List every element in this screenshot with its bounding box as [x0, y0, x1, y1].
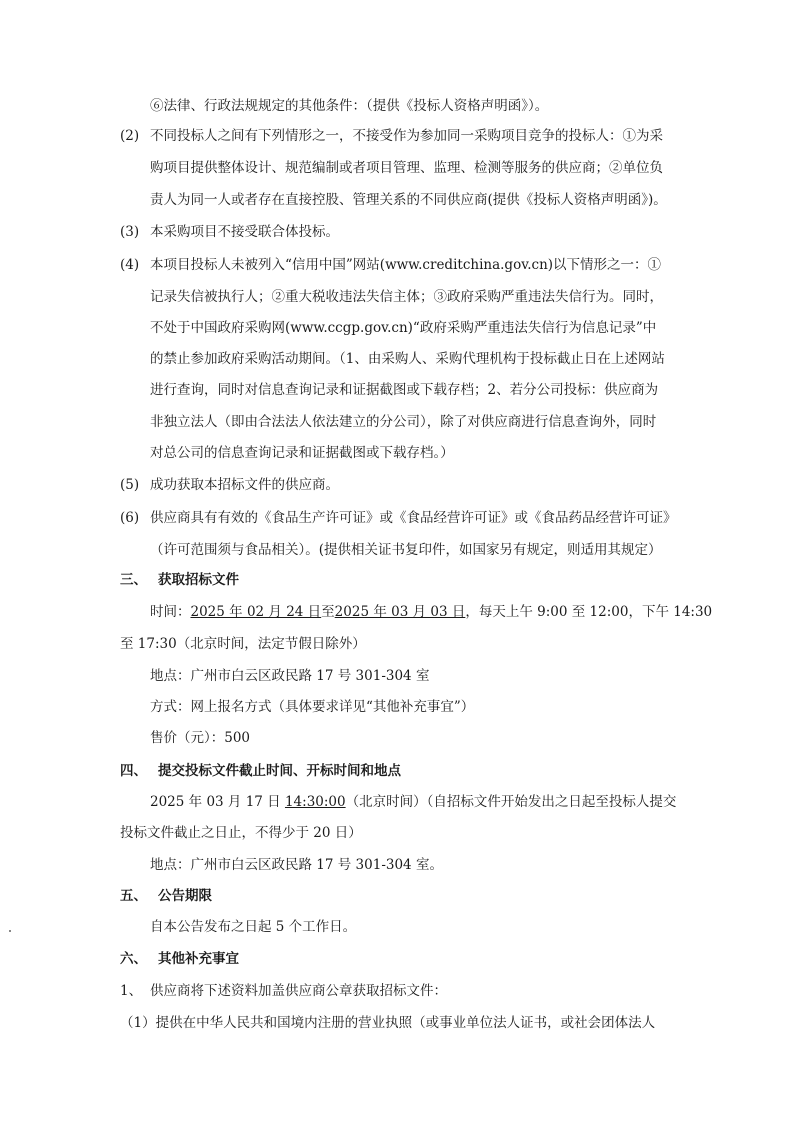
deadline-date: 2025 年 03 月 17 日 — [150, 794, 285, 810]
section-6-number: 六、 — [120, 951, 147, 967]
item-number: (5) — [120, 477, 140, 493]
item-5-line-1: 成功获取本招标文件的供应商。 — [150, 477, 339, 493]
item-number: (6) — [120, 510, 140, 526]
item-4-line-4: 的禁止参加政府采购活动期间。（1、由采购人、采购代理机构于投标截止日在上述网站 — [150, 351, 665, 367]
end-date: 2025 年 03 月 03 日 — [334, 604, 466, 620]
section-4-place: 地点：广州市白云区政民路 17 号 301-304 室。 — [150, 857, 443, 873]
section-3-method: 方式：网上报名方式（具体要求详见“其他补充事宜”） — [150, 699, 475, 715]
deadline-rest: （北京时间）（自招标文件开始发出之日起至投标人提交 — [345, 794, 677, 810]
section-5-number: 五、 — [120, 888, 147, 904]
section-3-number: 三、 — [120, 572, 147, 588]
condition-6: ⑥法律、行政法规规定的其他条件：（提供《投标人资格声明函》）。 — [150, 98, 549, 114]
item-4-line-1: 本项目投标人未被列入“信用中国”网站(www.creditchina.gov.cn)以下情形之一：① — [150, 257, 662, 273]
item-4-line-6: 非独立法人（即由合法法人依法建立的分公司），除了对供应商进行信息查询外，同时 — [150, 414, 657, 430]
item-2-line-3: 责人为同一人或者存在直接控股、管理关系的不同供应商(提供《投标人资格声明函》)。 — [150, 192, 667, 208]
item-6-line-1: 供应商具有有效的《食品生产许可证》或《食品经营许可证》或《食品药品经营许可证》 — [150, 510, 677, 526]
item-4-line-5: 进行查询，同时对信息查询记录和证据截图或下载存档；2、若分公司投标：供应商为 — [150, 382, 659, 398]
section-3-heading: 获取招标文件 — [158, 572, 239, 588]
section-3-time-line-2: 至 17:30（北京时间，法定节假日除外） — [120, 636, 366, 652]
section-4-line-1 — [150, 792, 676, 812]
section-5-heading: 公告期限 — [158, 888, 212, 904]
date-separator: 至 — [321, 604, 335, 620]
item-number: (2) — [120, 128, 140, 144]
time-rest: ，每天上午 9:00 至 12:00，下午 14:30 — [465, 604, 713, 620]
section-6-item-1: 供应商将下述资料加盖供应商公章获取招标文件： — [150, 983, 447, 999]
item-4-line-3: 不处于中国政府采购网(www.ccgp.gov.cn)“政府采购严重违法失信行为信息记录”中 — [150, 320, 657, 336]
item-2-line-2: 购项目提供整体设计、规范编制或者项目管理、监理、检测等服务的供应商；②单位负 — [150, 160, 663, 176]
item-2-line-1: 不同投标人之间有下列情形之一，不接受作为参加同一采购项目竞争的投标人：①为采 — [150, 128, 663, 144]
item-3-line-1: 本采购项目不接受联合体投标。 — [150, 224, 339, 240]
section-6-item-1-sub: （1）提供在中华人民共和国境内注册的营业执照（或事业单位法人证书，或社会团体法人 — [120, 1015, 656, 1031]
deadline-time: 14:30:00 — [284, 794, 346, 810]
section-5-body: 自本公告发布之日起 5 个工作日。 — [150, 919, 357, 935]
item-number: (4) — [120, 257, 140, 273]
item-4-line-2: 记录失信被执行人；②重大税收违法失信主体；③政府采购严重违法失信行为。同时， — [150, 289, 663, 305]
item-number: 1、 — [120, 983, 143, 999]
section-4-number: 四、 — [120, 763, 147, 779]
item-6-line-2: （许可范围须与食品相关）。(提供相关证书复印件，如国家另有规定，则适用其规定） — [150, 542, 662, 558]
time-label: 时间： — [150, 604, 191, 620]
section-3-time-line-1 — [150, 602, 712, 622]
section-4-heading: 提交投标文件截止时间、开标时间和地点 — [158, 763, 401, 779]
section-3-price: 售价（元）：500 — [150, 730, 251, 746]
scan-speck — [9, 930, 11, 932]
item-4-line-7: 对总公司的信息查询记录和证据截图或下载存档。） — [150, 445, 454, 461]
section-6-heading: 其他补充事宜 — [158, 951, 239, 967]
section-3-place: 地点：广州市白云区政民路 17 号 301-304 室 — [150, 668, 430, 684]
start-date: 2025 年 02 月 24 日 — [190, 604, 322, 620]
section-4-line-2: 投标文件截止之日止，不得少于 20 日） — [120, 825, 362, 841]
item-number: (3) — [120, 224, 140, 240]
